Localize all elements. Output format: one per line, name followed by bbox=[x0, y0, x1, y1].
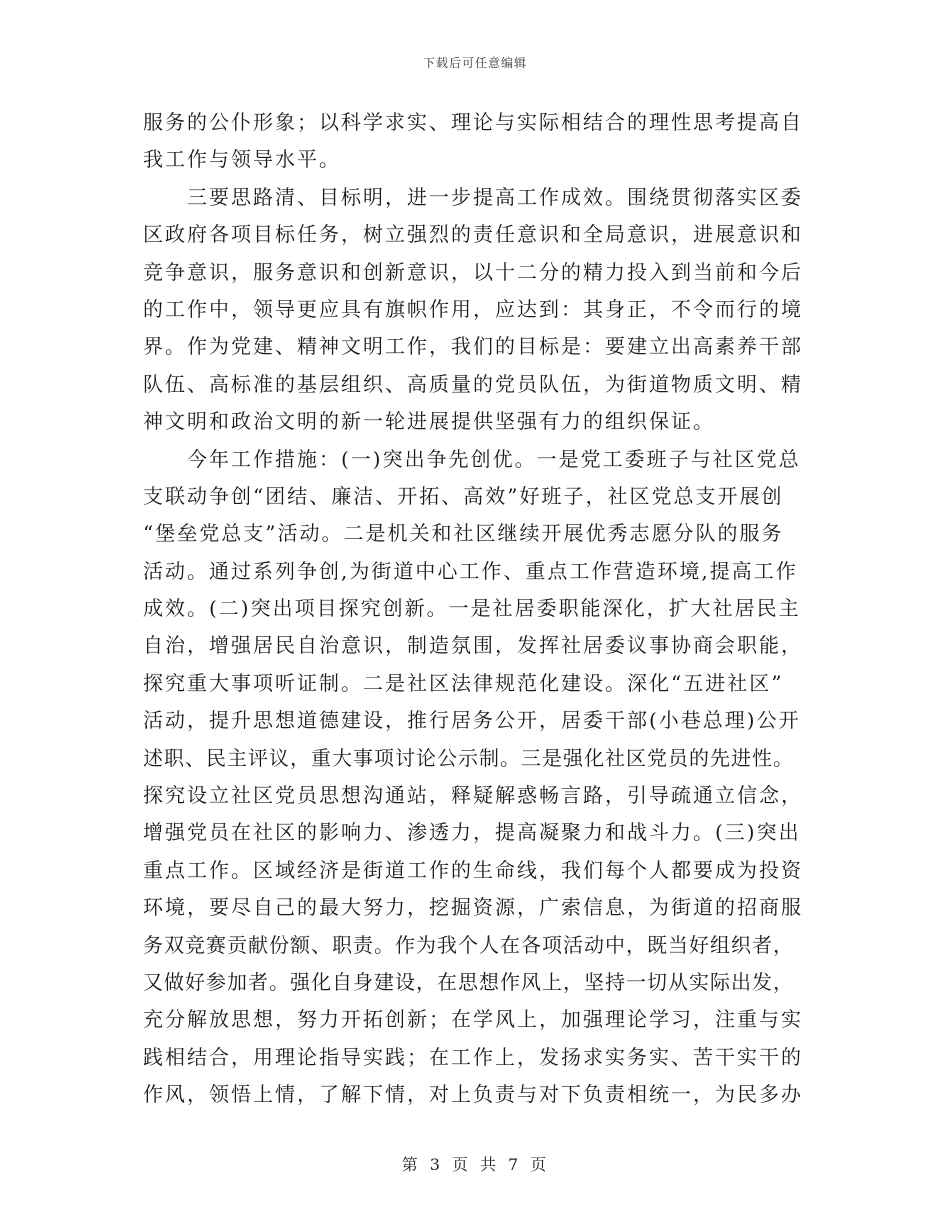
footer-ye: 页 bbox=[451, 1155, 470, 1174]
text-line: 务双竞赛贡献份额、职责。作为我个人在各项活动中，既当好组织者， bbox=[143, 932, 794, 957]
text-line: 活动，提升思想道德建设，推行居务公开，居委干部(小巷总理)公开 bbox=[143, 708, 801, 733]
text-line: 又做好参加者。强化自身建设，在思想作风上，坚持一切从实际出发， bbox=[143, 969, 794, 994]
text-line: 作风，领悟上情，了解下情，对上负责与对下负责相统一，为民多办 bbox=[143, 1082, 803, 1107]
text-line: 充分解放思想，努力开拓创新；在学风上，加强理论学习，注重与实 bbox=[143, 1007, 803, 1032]
text-line: 的工作中，领导更应具有旗帜作用，应达到：其身正，不令而行的境 bbox=[143, 296, 803, 321]
footer-di: 第 bbox=[401, 1155, 420, 1174]
text-line: 今年工作措施：(一)突出争先创优。一是党工委班子与社区党总 bbox=[143, 446, 801, 471]
text-line: 探究设立社区党员思想沟通站，释疑解惑畅言路，引导疏通立信念， bbox=[143, 783, 803, 808]
text-line: 我工作与领导水平。 bbox=[143, 147, 341, 172]
footer-ye2: 页 bbox=[530, 1155, 549, 1174]
body-text bbox=[143, 104, 811, 1114]
text-line: 探究重大事项听证制。二是社区法律规范化建设。深化“五进社区” bbox=[143, 670, 784, 695]
total-pages: 7 bbox=[508, 1155, 521, 1174]
text-line: 区政府各项目标任务，树立强烈的责任意识和全局意识，进展意识和 bbox=[143, 222, 803, 247]
text-line: 增强党员在社区的影响力、渗透力，提高凝聚力和战斗力。(三)突出 bbox=[143, 820, 801, 845]
text-line: 自治，增强居民自治意识，制造氛围，发挥社居委议事协商会职能， bbox=[143, 633, 803, 658]
text-line: 队伍、高标准的基层组织、高质量的党员队伍，为街道物质文明、精 bbox=[143, 371, 803, 396]
text-line: 支联动争创“团结、廉洁、开拓、高效”好班子，社区党总支开展创 bbox=[143, 483, 784, 508]
text-line: 环境，要尽自己的最大努力，挖掘资源，广索信息，为街道的招商服 bbox=[143, 895, 803, 920]
text-line: “堡垒党总支”活动。二是机关和社区继续开展优秀志愿分队的服务 bbox=[143, 521, 784, 546]
text-line: 神文明和政治文明的新一轮进展提供坚强有力的组织保证。 bbox=[143, 409, 715, 434]
text-line: 践相结合，用理论指导实践；在工作上，发扬求实务实、苦干实干的 bbox=[143, 1044, 803, 1069]
text-line: 竞争意识，服务意识和创新意识，以十二分的精力投入到当前和今后 bbox=[143, 259, 803, 284]
text-line: 三要思路清、目标明，进一步提高工作成效。围绕贯彻落实区委 bbox=[143, 184, 803, 209]
text-line: 重点工作。区域经济是街道工作的生命线，我们每个人都要成为投资 bbox=[143, 857, 803, 882]
text-line: 述职、民主评议，重大事项讨论公示制。三是强化社区党员的先进性。 bbox=[143, 745, 794, 770]
text-line: 界。作为党建、精神文明工作，我们的目标是：要建立出高素养干部 bbox=[143, 334, 803, 359]
text-line: 活动。通过系列争创,为街道中心工作、重点工作营造环境,提高工作 bbox=[143, 558, 798, 583]
text-line: 成效。(二)突出项目探究创新。一是社居委职能深化，扩大社居民主 bbox=[143, 596, 801, 621]
page-header: 下载后可任意编辑 bbox=[422, 56, 527, 70]
text-line: 服务的公仆形象；以科学求实、理论与实际相结合的理性思考提高自 bbox=[143, 110, 803, 134]
page-number: 3 bbox=[429, 1155, 442, 1174]
footer-gong: 共 bbox=[480, 1155, 499, 1174]
page-footer bbox=[0, 1152, 950, 1175]
